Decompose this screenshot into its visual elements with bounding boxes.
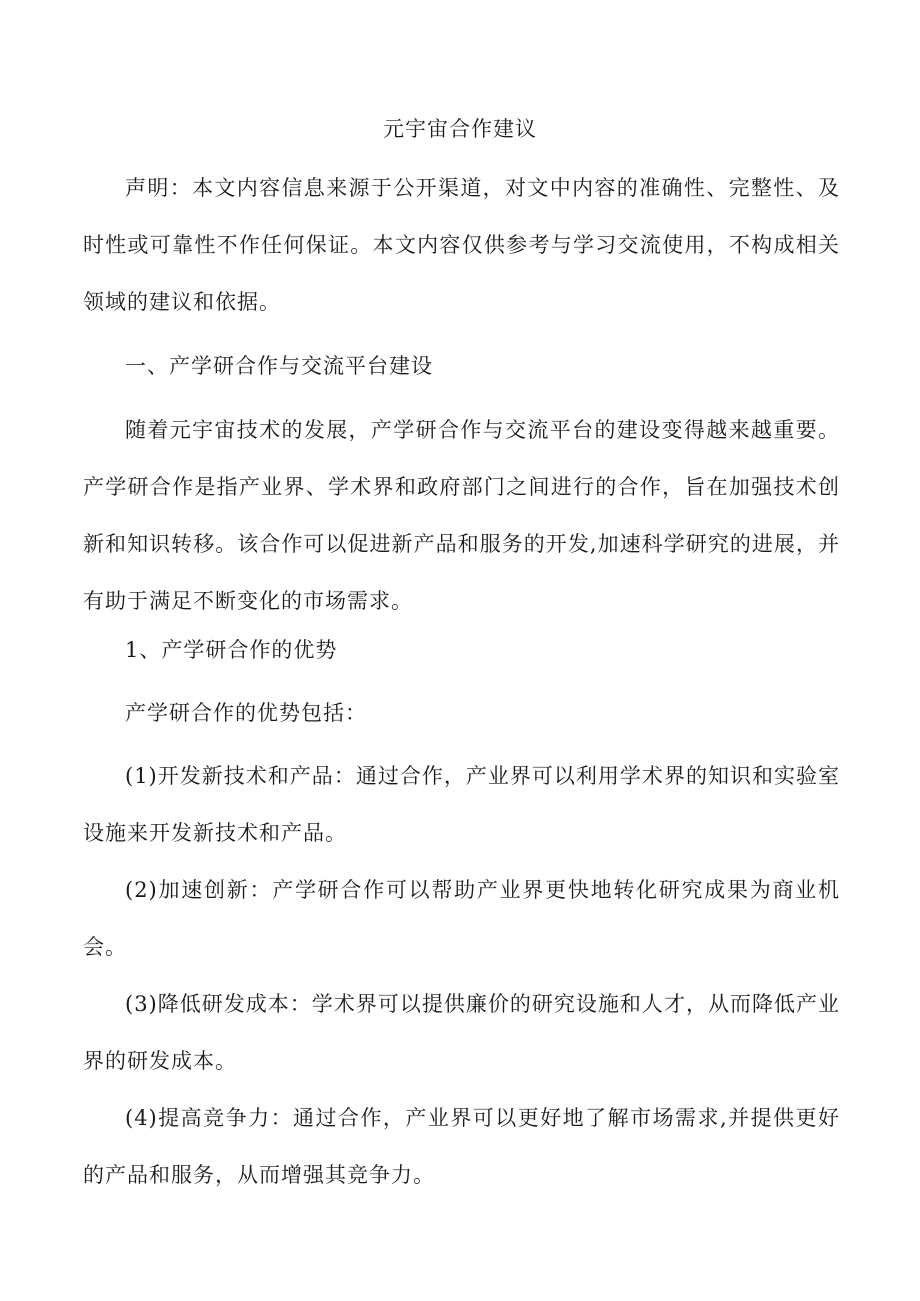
intro-paragraph: 随着元宇宙技术的发展，产学研合作与交流平台的建设变得越来越重要。产学研合作是指产业界、学术界和政府部门之间进行的合作，旨在加强技术创新和知识转移。该合作可以促进新产品和服务的开发,加速科学研究的进展，并有助于满足不断变化的市场需求。 xyxy=(83,418,840,613)
document-title: 元宇宙合作建议 xyxy=(383,117,537,141)
advantage-item-4: (4)提高竞争力：通过合作，产业界可以更好地了解市场需求,并提供更好的产品和服务，从而增强其竞争力。 xyxy=(83,1106,840,1187)
section-heading: 一、产学研合作与交流平台建设 xyxy=(125,354,433,378)
advantages-lead: 产学研合作的优势包括： xyxy=(125,701,367,725)
subsection-heading: 1、产学研合作的优势 xyxy=(125,638,338,662)
advantage-item-3: (3)降低研发成本：学术界可以提供廉价的研究设施和人才，从而降低产业界的研发成本。 xyxy=(83,992,840,1073)
disclaimer-paragraph: 声明：本文内容信息来源于公开渠道，对文中内容的准确性、完整性、及时性或可靠性不作任何保证。本文内容仅供参考与学习交流使用，不构成相关领域的建议和依据。 xyxy=(83,176,840,314)
advantage-item-2: (2)加速创新：产学研合作可以帮助产业界更快地转化研究成果为商业机会。 xyxy=(83,878,840,959)
advantage-item-1: (1)开发新技术和产品：通过合作，产业界可以利用学术界的知识和实验室设施来开发新技术和产品。 xyxy=(83,764,840,845)
